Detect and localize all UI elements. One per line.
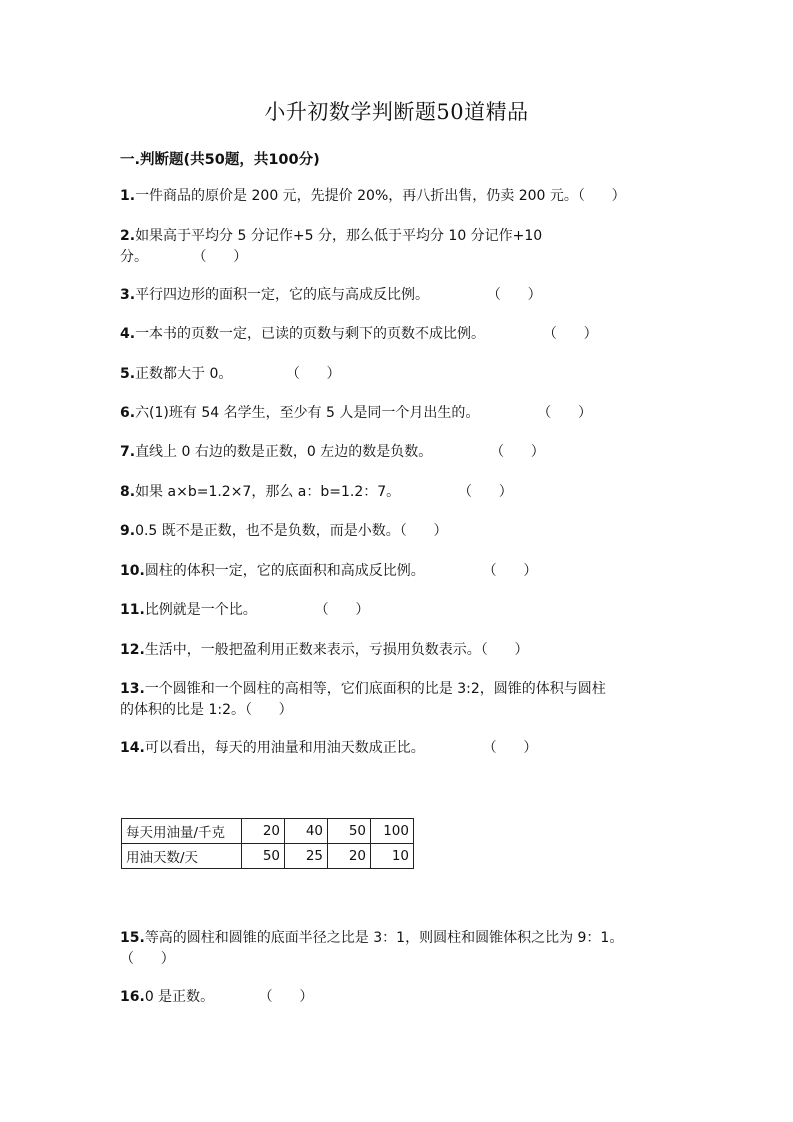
table-cell: 每天用油量/千克 [122, 819, 242, 844]
question-number: 14. [120, 740, 145, 756]
question-number: 10. [120, 563, 145, 579]
question-text: 的体积的比是 1:2。（ ） [120, 702, 293, 718]
section-heading: 一.判断题(共50题，共100分) [120, 152, 320, 168]
table-cell: 20 [242, 819, 285, 844]
question-text: 如果高于平均分 5 分记作+5 分，那么低于平均分 10 分记作+10 [135, 228, 543, 244]
question-text: 等高的圆柱和圆锥的底面半径之比是 3：1，则圆柱和圆锥体积之比为 9：1。 [144, 930, 624, 946]
question-14 [120, 738, 690, 759]
question-number: 3. [120, 287, 136, 303]
question-number: 4. [120, 326, 136, 342]
question-number: 9. [120, 523, 136, 539]
table-cell: 25 [285, 844, 328, 869]
question-3 [120, 285, 690, 306]
question-8 [120, 482, 690, 503]
question-text: 分。 （ ） [120, 249, 248, 265]
question-9 [120, 521, 690, 542]
question-15 [120, 928, 690, 970]
question-number: 2. [120, 228, 136, 244]
page-title: 小升初数学判断题50道精品 [264, 100, 529, 124]
question-text: 一件商品的原价是 200 元，先提价 20%，再八折出售，仍卖 200 元。（ ） [135, 188, 626, 204]
question-text: 0 是正数。 （ ） [144, 989, 314, 1005]
question-7 [120, 442, 690, 463]
question-number: 5. [120, 366, 136, 382]
question-13 [120, 679, 690, 721]
question-text: 0.5 既不是正数，也不是负数，而是小数。（ ） [135, 523, 448, 539]
question-number: 15. [120, 930, 145, 946]
question-16 [120, 987, 690, 1008]
question-10 [120, 561, 690, 582]
table-cell: 20 [328, 844, 371, 869]
question-text: 正数都大于 0。 （ ） [135, 366, 341, 382]
table-cell: 50 [242, 844, 285, 869]
question-11 [120, 600, 690, 621]
question-text: 一个圆锥和一个圆柱的高相等，它们底面积的比是 3:2，圆锥的体积与圆柱 [144, 681, 606, 697]
question-number: 1. [120, 188, 136, 204]
question-number: 6. [120, 405, 136, 421]
question-text: 圆柱的体积一定，它的底面积和高成反比例。 （ ） [144, 563, 538, 579]
question-1 [120, 186, 690, 207]
question-text: 平行四边形的面积一定，它的底与高成反比例。 （ ） [135, 287, 542, 303]
question-text: 比例就是一个比。 （ ） [144, 602, 370, 618]
question-number: 13. [120, 681, 145, 697]
table-cell: 40 [285, 819, 328, 844]
question-number: 11. [120, 602, 145, 618]
table-row [122, 844, 414, 869]
question-12 [120, 640, 690, 661]
question-number: 12. [120, 642, 145, 658]
question-text: 六(1)班有 54 名学生，至少有 5 人是同一个月出生的。 （ ） [135, 405, 592, 421]
question-2 [120, 226, 690, 268]
table-cell: 用油天数/天 [122, 844, 242, 869]
question-5 [120, 364, 690, 385]
question-text: 直线上 0 右边的数是正数，0 左边的数是负数。 （ ） [135, 444, 545, 460]
question-text: 一本书的页数一定，已读的页数与剩下的页数不成比例。 （ ） [135, 326, 598, 342]
question-number: 7. [120, 444, 136, 460]
oil-usage-table [121, 818, 414, 869]
table-cell: 50 [328, 819, 371, 844]
table-row [122, 819, 414, 844]
table-cell: 100 [371, 819, 414, 844]
question-number: 8. [120, 484, 136, 500]
question-text: 可以看出，每天的用油量和用油天数成正比。 （ ） [144, 740, 538, 756]
question-6 [120, 403, 690, 424]
question-text: 如果 a×b=1.2×7，那么 a：b=1.2：7。 （ ） [135, 484, 513, 500]
question-number: 16. [120, 989, 145, 1005]
question-text: （ ） [120, 951, 175, 967]
question-text: 生活中，一般把盈利用正数来表示，亏损用负数表示。（ ） [144, 642, 529, 658]
question-4 [120, 324, 690, 345]
table-cell: 10 [371, 844, 414, 869]
